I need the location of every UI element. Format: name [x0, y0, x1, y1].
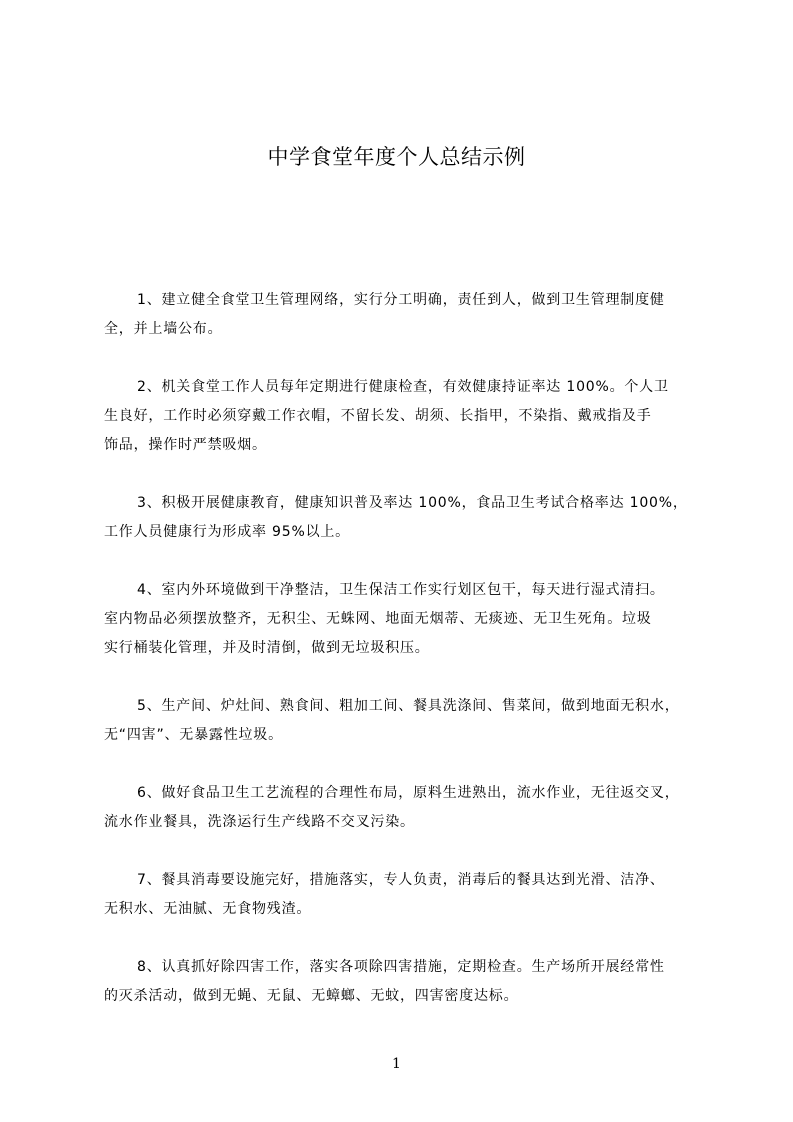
paragraph-7 — [104, 866, 710, 924]
paragraph-1 — [104, 286, 710, 344]
paragraph-line: 6、做好食品卫生工艺流程的合理性布局，原料生进熟出，流水作业，无往返交叉， — [137, 785, 680, 801]
paragraph-line: 室内物品必须摆放整齐，无积尘、无蛛网、地面无烟蒂、无痰迹、无卫生死角。垃圾 — [104, 611, 652, 627]
paragraph-8 — [104, 953, 710, 1011]
page-number: 1 — [392, 1056, 401, 1072]
paragraph-line: 7、餐具消毒要设施完好，措施落实，专人负责，消毒后的餐具达到光滑、洁净、 — [137, 872, 665, 888]
paragraph-4 — [104, 576, 710, 663]
paragraph-line: 3、积极开展健康教育，健康知识普及率达 100%，食品卫生考试合格率达 100%， — [137, 495, 688, 511]
paragraph-line: 无“四害”、无暴露性垃圾。 — [104, 727, 283, 743]
paragraph-line: 8、认真抓好除四害工作，落实各项除四害措施，定期检查。生产场所开展经常性 — [137, 959, 665, 975]
paragraph-6 — [104, 779, 710, 837]
paragraph-line: 生良好，工作时必须穿戴工作衣帽，不留长发、胡须、长指甲，不染指、戴戒指及手 — [104, 408, 652, 424]
paragraph-line: 4、室内外环境做到干净整洁，卫生保洁工作实行划区包干，每天进行湿式清扫。 — [137, 582, 665, 598]
paragraph-line: 实行桶装化管理，并及时清倒，做到无垃圾积压。 — [104, 640, 430, 656]
paragraph-3 — [104, 489, 710, 547]
paragraph-5 — [104, 692, 710, 750]
paragraph-line: 2、机关食堂工作人员每年定期进行健康检查，有效健康持证率达 100%。个人卫 — [137, 379, 669, 395]
paragraph-line: 饰品，操作时严禁吸烟。 — [104, 437, 267, 453]
paragraph-line: 全，并上墙公布。 — [104, 321, 223, 337]
paragraph-line: 的灭杀活动，做到无蝇、无鼠、无蟑螂、无蚊，四害密度达标。 — [104, 988, 519, 1004]
paragraph-line: 1、建立健全食堂卫生管理网络，实行分工明确，责任到人，做到卫生管理制度健 — [137, 292, 665, 308]
document-title: 中学食堂年度个人总结示例 — [267, 145, 526, 169]
paragraph-line: 无积水、无油腻、无食物残渣。 — [104, 901, 312, 917]
paragraph-line: 流水作业餐具，洗涤运行生产线路不交叉污染。 — [104, 814, 415, 830]
paragraph-2 — [104, 373, 710, 460]
paragraph-line: 5、生产间、炉灶间、熟食间、粗加工间、餐具洗涤间、售菜间，做到地面无积水， — [137, 698, 680, 714]
document-body — [104, 286, 710, 1040]
paragraph-line: 工作人员健康行为形成率 95%以上。 — [104, 524, 350, 540]
